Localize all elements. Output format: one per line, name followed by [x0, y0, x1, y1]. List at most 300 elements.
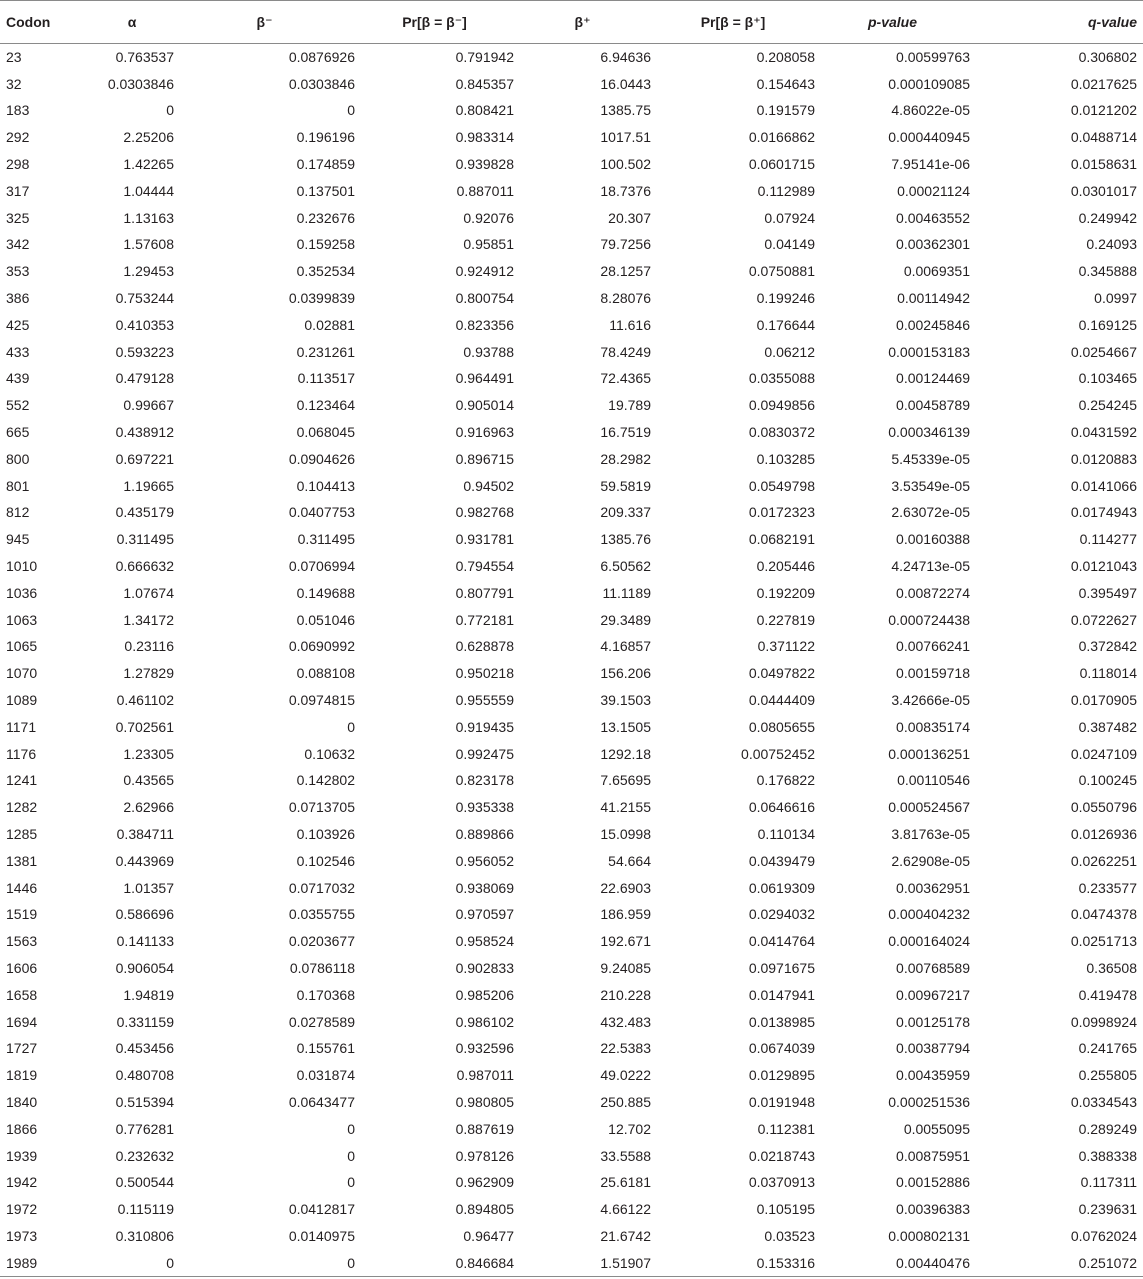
table-row	[0, 1169, 1143, 1196]
cell-pr-beta-minus: 0.887619	[455, 1120, 514, 1137]
table-row	[0, 633, 1143, 660]
header-codon: Codon	[0, 1, 90, 44]
cell-pr-beta-minus: 0.794554	[455, 558, 514, 575]
cell-q-value: 0.0126936	[1070, 826, 1137, 842]
table-row	[0, 687, 1143, 714]
cell-beta-plus: 16.0443	[600, 75, 651, 92]
cell-pr-beta-minus: 0.807791	[455, 584, 514, 601]
cell-beta-minus: 0.232676	[296, 209, 355, 226]
cell-beta-minus: 0.103926	[296, 826, 355, 842]
cell-q-value: 0.0334543	[1070, 1093, 1137, 1110]
table-row	[0, 1142, 1143, 1169]
cell-q-value: 0.0251713	[1070, 933, 1137, 950]
cell-beta-plus: 21.6742	[600, 1227, 651, 1244]
cell-beta-minus: 0.031874	[296, 1067, 355, 1084]
cell-pr-beta-minus: 0.894805	[455, 1201, 514, 1218]
cell-beta-plus: 1.51907	[514, 1249, 651, 1276]
cell-p-value: 0.00110546	[897, 772, 970, 789]
cell-codon: 433	[6, 343, 30, 360]
cell-codon: 1063	[6, 611, 38, 628]
cell-beta-plus: 11.1189	[602, 584, 651, 601]
cell-pr-beta-minus: 0.956052	[455, 852, 514, 869]
table-body	[0, 44, 1143, 1277]
cell-alpha: 0	[90, 1249, 174, 1276]
cell-codon: 386	[6, 290, 30, 307]
cell-beta-plus: 4.66122	[600, 1201, 651, 1218]
cell-pr-beta-minus: 0.628878	[455, 638, 514, 655]
cell-pr-beta-plus: 0.371122	[757, 638, 815, 655]
cell-q-value: 0.0997	[1094, 290, 1137, 307]
cell-beta-minus: 0.0407753	[288, 504, 355, 521]
table-row	[0, 258, 1143, 285]
cell-pr-beta-plus: 0.0166862	[748, 129, 815, 146]
cell-q-value: 0.0550796	[1070, 799, 1137, 816]
cell-beta-plus: 1385.76	[600, 531, 651, 548]
cell-beta-minus: 0.155761	[296, 1040, 355, 1057]
table-row	[0, 606, 1143, 633]
cell-beta-plus: 192.671	[600, 933, 651, 950]
cell-p-value: 0.00967217	[896, 986, 970, 1003]
cell-pr-beta-plus: 0.176822	[756, 772, 815, 789]
table-row	[0, 1249, 1143, 1276]
cell-pr-beta-minus: 0.95851	[463, 236, 514, 253]
cell-beta-minus: 0	[174, 1249, 355, 1276]
table-row	[0, 767, 1143, 794]
table-header-row	[0, 1, 1143, 44]
cell-alpha: 0.906054	[115, 959, 174, 976]
cell-pr-beta-plus: 0.0147941	[748, 986, 815, 1003]
cell-pr-beta-minus: 0.845357	[455, 75, 514, 92]
cell-beta-plus: 39.1503	[600, 692, 651, 709]
cell-alpha: 0.593223	[115, 343, 174, 360]
cell-alpha: 0.453456	[115, 1040, 174, 1057]
cell-beta-plus: 13.1505	[600, 718, 651, 735]
cell-pr-beta-minus: 0.823356	[455, 316, 514, 333]
cell-p-value: 0.00159718	[896, 665, 970, 682]
cell-pr-beta-minus: 0.96477	[463, 1227, 514, 1244]
cell-pr-beta-minus: 0.958524	[455, 933, 514, 950]
cell-beta-minus: 0.0690992	[288, 638, 355, 655]
cell-pr-beta-plus: 0.0414764	[748, 933, 815, 950]
cell-pr-beta-plus: 0.208058	[756, 49, 815, 66]
cell-beta-minus: 0.0786118	[289, 959, 355, 976]
table-row	[0, 847, 1143, 874]
cell-q-value: 0.345888	[1078, 263, 1137, 280]
cell-pr-beta-plus: 0.0805655	[748, 718, 815, 735]
cell-codon: 1866	[6, 1120, 38, 1137]
cell-beta-plus: 20.307	[608, 209, 651, 226]
table-row	[0, 1223, 1143, 1250]
cell-pr-beta-plus: 0.0830372	[748, 424, 815, 441]
cell-codon: 1942	[6, 1174, 38, 1191]
cell-beta-minus: 0.311495	[297, 531, 355, 548]
cell-pr-beta-plus: 0.0619309	[748, 879, 815, 896]
cell-pr-beta-minus: 0.962909	[455, 1174, 514, 1191]
cell-alpha: 1.23305	[123, 745, 174, 762]
cell-pr-beta-plus: 0.191579	[756, 102, 815, 119]
cell-pr-beta-plus: 0.0355088	[748, 370, 815, 387]
cell-beta-plus: 29.3489	[600, 611, 651, 628]
cell-codon: 317	[6, 182, 30, 199]
cell-codon: 32	[6, 75, 22, 92]
cell-pr-beta-minus: 0.935338	[455, 799, 514, 816]
cell-beta-plus: 72.4365	[600, 370, 651, 387]
cell-pr-beta-plus: 0.07924	[764, 209, 815, 226]
cell-codon: 342	[6, 236, 30, 253]
cell-beta-plus: 4.16857	[600, 638, 651, 655]
cell-q-value: 0.239631	[1078, 1201, 1137, 1218]
cell-beta-minus: 0.102546	[296, 852, 355, 869]
cell-beta-minus: 0.104413	[296, 477, 355, 494]
cell-beta-minus: 0	[347, 1147, 355, 1164]
cell-codon: 1606	[6, 959, 38, 976]
cell-alpha: 2.25206	[123, 129, 174, 146]
cell-beta-minus: 0.352534	[296, 263, 355, 280]
cell-beta-minus: 0.142802	[296, 772, 355, 789]
cell-p-value: 0.00435959	[896, 1067, 970, 1084]
cell-pr-beta-minus: 0.955559	[455, 692, 514, 709]
cell-codon: 812	[6, 504, 30, 521]
cell-pr-beta-minus: 0.978126	[455, 1147, 514, 1164]
cell-beta-plus: 41.2155	[600, 799, 651, 816]
cell-p-value: 0.000251536	[888, 1093, 970, 1110]
cell-codon: 1446	[6, 879, 38, 896]
cell-p-value: 0.00872274	[896, 584, 970, 601]
cell-pr-beta-plus: 0.06212	[764, 343, 815, 360]
cell-alpha: 0.435179	[115, 504, 174, 521]
cell-p-value: 0.00768589	[896, 959, 970, 976]
cell-beta-minus: 0.123464	[296, 397, 355, 414]
cell-beta-minus: 0.0355755	[288, 906, 355, 923]
cell-alpha: 0.586696	[115, 906, 174, 923]
cell-alpha: 0.776281	[115, 1120, 174, 1137]
cell-q-value: 0.0262251	[1070, 852, 1137, 869]
cell-q-value: 0.0158631	[1070, 156, 1137, 173]
cell-pr-beta-plus: 0.153316	[651, 1249, 815, 1276]
cell-pr-beta-plus: 0.0682191	[748, 531, 815, 548]
cell-beta-plus: 15.0998	[600, 826, 651, 842]
cell-alpha: 0.763537	[115, 49, 174, 66]
cell-pr-beta-plus: 0.0138985	[748, 1013, 815, 1030]
cell-alpha: 1.27829	[123, 665, 174, 682]
cell-beta-plus: 33.5588	[600, 1147, 651, 1164]
cell-alpha: 0.311495	[116, 531, 174, 548]
cell-q-value: 0.372842	[1078, 638, 1137, 655]
cell-q-value: 0.0120883	[1070, 450, 1137, 467]
cell-alpha: 1.57608	[123, 236, 174, 253]
cell-p-value: 0.000136251	[888, 745, 970, 762]
cell-pr-beta-minus: 0.980805	[455, 1093, 514, 1110]
cell-p-value: 3.81763e-05	[891, 826, 970, 842]
cell-beta-minus: 0.0904626	[288, 450, 355, 467]
cell-alpha: 0.753244	[115, 290, 174, 307]
cell-codon: 801	[6, 477, 30, 494]
cell-q-value: 0.419478	[1078, 986, 1137, 1003]
table-row	[0, 285, 1143, 312]
cell-pr-beta-minus: 0.987011	[456, 1067, 514, 1084]
cell-pr-beta-plus: 0.0370913	[748, 1174, 815, 1191]
table-row	[0, 821, 1143, 848]
cell-p-value: 0.00125178	[896, 1013, 970, 1030]
cell-q-value: 0.0998924	[1070, 1013, 1137, 1030]
cell-p-value: 0.000164024	[888, 933, 970, 950]
table-row	[0, 794, 1143, 821]
cell-p-value: 0.00463552	[896, 209, 970, 226]
header-pr-beta-minus: Pr[β = β⁻]	[355, 1, 514, 44]
cell-p-value: 0.000346139	[888, 424, 970, 441]
cell-alpha: 1.07674	[123, 584, 174, 601]
cell-beta-minus: 0.0412817	[288, 1201, 355, 1218]
cell-codon: 1694	[6, 1013, 38, 1030]
cell-codon: 1285	[6, 826, 38, 842]
cell-pr-beta-plus: 0.105195	[756, 1201, 815, 1218]
table-row	[0, 365, 1143, 392]
cell-pr-beta-plus: 0.0444409	[748, 692, 815, 709]
cell-codon: 1973	[6, 1227, 38, 1244]
cell-p-value: 2.63072e-05	[891, 504, 970, 521]
cell-beta-plus: 1292.18	[600, 745, 651, 762]
cell-alpha: 0.666632	[115, 558, 174, 575]
cell-pr-beta-minus: 0.93788	[463, 343, 514, 360]
cell-codon: 1282	[6, 799, 38, 816]
cell-codon: 353	[6, 263, 30, 280]
cell-alpha: 1.94819	[123, 986, 174, 1003]
cell-beta-plus: 432.483	[600, 1013, 651, 1030]
cell-codon: 292	[6, 129, 30, 146]
cell-p-value: 0.000153183	[888, 343, 970, 360]
cell-p-value: 0.00875951	[896, 1147, 970, 1164]
cell-pr-beta-plus: 0.0191948	[748, 1093, 815, 1110]
cell-alpha: 0.515394	[115, 1093, 174, 1110]
cell-q-value: 0.0301017	[1070, 182, 1137, 199]
table-row	[0, 928, 1143, 955]
cell-q-value: 0.103465	[1078, 370, 1137, 387]
table-row	[0, 740, 1143, 767]
cell-q-value: 0.0431592	[1070, 424, 1137, 441]
cell-pr-beta-plus: 0.112989	[757, 182, 815, 199]
cell-p-value: 0.000440945	[888, 129, 970, 146]
table-row	[0, 713, 1143, 740]
cell-alpha: 0.500544	[115, 1174, 174, 1191]
cell-beta-minus: 0.088108	[296, 665, 355, 682]
cell-beta-minus: 0.02881	[304, 316, 355, 333]
cell-beta-plus: 19.789	[608, 397, 651, 414]
table-row	[0, 97, 1143, 124]
cell-q-value: 0.0217625	[1070, 75, 1137, 92]
cell-p-value: 0.00160388	[896, 531, 970, 548]
cell-q-value: 0.251072	[970, 1249, 1143, 1276]
cell-q-value: 0.0254667	[1070, 343, 1137, 360]
cell-beta-plus: 6.94636	[600, 49, 651, 66]
cell-beta-plus: 78.4249	[600, 343, 651, 360]
cell-p-value: 0.00396383	[896, 1201, 970, 1218]
cell-beta-plus: 25.6181	[600, 1174, 651, 1191]
cell-beta-plus: 49.0222	[600, 1067, 651, 1084]
cell-beta-minus: 0	[347, 102, 355, 119]
cell-beta-plus: 28.2982	[600, 450, 651, 467]
cell-beta-minus: 0.0278589	[288, 1013, 355, 1030]
table-row	[0, 901, 1143, 928]
cell-beta-minus: 0.0876926	[288, 49, 355, 66]
cell-pr-beta-minus: 0.950218	[455, 665, 514, 682]
table-row	[0, 392, 1143, 419]
cell-p-value: 0.00835174	[896, 718, 970, 735]
cell-p-value: 0.0069351	[903, 263, 970, 280]
cell-codon: 800	[6, 450, 30, 467]
cell-beta-plus: 1385.75	[600, 102, 651, 119]
cell-pr-beta-plus: 0.227819	[756, 611, 815, 628]
cell-beta-plus: 18.7376	[600, 182, 651, 199]
cell-codon: 23	[6, 49, 22, 66]
cell-p-value: 4.86022e-05	[891, 102, 970, 119]
cell-pr-beta-plus: 0.199246	[756, 290, 815, 307]
cell-alpha: 0.480708	[115, 1067, 174, 1084]
cell-alpha: 0.141133	[116, 933, 174, 950]
table-row	[0, 1115, 1143, 1142]
table-row	[0, 981, 1143, 1008]
cell-alpha: 1.13163	[123, 209, 174, 226]
cell-pr-beta-minus: 0.916963	[455, 424, 514, 441]
cell-beta-minus: 0.174859	[296, 156, 355, 173]
cell-pr-beta-minus: 0.932596	[455, 1040, 514, 1057]
cell-beta-minus: 0.196196	[296, 129, 355, 146]
cell-codon: 298	[6, 156, 30, 173]
table-row	[0, 553, 1143, 580]
cell-codon: 1840	[6, 1093, 38, 1110]
cell-codon: 1065	[6, 638, 38, 655]
cell-pr-beta-minus: 0.970597	[455, 906, 514, 923]
cell-beta-minus: 0.231261	[296, 343, 355, 360]
cell-codon: 325	[6, 209, 30, 226]
cell-p-value: 0.00362301	[896, 236, 970, 253]
cell-pr-beta-plus: 0.110134	[757, 826, 815, 842]
cell-beta-plus: 7.65695	[600, 772, 651, 789]
cell-pr-beta-minus: 0.808421	[455, 102, 514, 119]
header-p-value: p-value	[815, 1, 970, 44]
cell-pr-beta-plus: 0.205446	[756, 558, 815, 575]
cell-codon: 1089	[6, 692, 38, 709]
cell-beta-plus: 156.206	[600, 665, 651, 682]
cell-beta-minus: 0.0974815	[288, 692, 355, 709]
cell-codon: 1727	[6, 1040, 38, 1057]
cell-beta-minus: 0.0713705	[288, 799, 355, 816]
cell-pr-beta-minus: 0.992475	[455, 745, 514, 762]
cell-alpha: 1.34172	[123, 611, 174, 628]
table-row	[0, 419, 1143, 446]
cell-q-value: 0.114277	[1079, 531, 1137, 548]
cell-pr-beta-plus: 0.0439479	[748, 852, 815, 869]
cell-p-value: 0.000404232	[888, 906, 970, 923]
table-row	[0, 660, 1143, 687]
cell-alpha: 0.23116	[124, 638, 174, 655]
cell-pr-beta-minus: 0.919435	[455, 718, 514, 735]
cell-beta-minus: 0.0706994	[288, 558, 355, 575]
cell-alpha: 0.115119	[117, 1201, 174, 1218]
cell-pr-beta-minus: 0.939828	[455, 156, 514, 173]
cell-beta-plus: 54.664	[608, 852, 651, 869]
cell-q-value: 0.0488714	[1070, 129, 1137, 146]
cell-beta-minus: 0.10632	[304, 745, 355, 762]
cell-pr-beta-minus: 0.924912	[455, 263, 514, 280]
table-row	[0, 874, 1143, 901]
cell-pr-beta-minus: 0.772181	[455, 611, 514, 628]
cell-q-value: 0.241765	[1078, 1040, 1137, 1057]
cell-codon: 1171	[6, 718, 37, 735]
cell-q-value: 0.306802	[1078, 49, 1137, 66]
cell-beta-minus: 0	[347, 718, 355, 735]
cell-codon: 1819	[6, 1067, 38, 1084]
cell-q-value: 0.0141066	[1070, 477, 1137, 494]
table-row	[0, 526, 1143, 553]
cell-beta-minus: 0.159258	[296, 236, 355, 253]
cell-codon: 1989	[0, 1249, 90, 1276]
cell-pr-beta-plus: 0.0750881	[748, 263, 815, 280]
cell-alpha: 0.331159	[116, 1013, 174, 1030]
cell-codon: 1381	[6, 852, 38, 869]
cell-alpha: 0.697221	[115, 450, 174, 467]
cell-beta-plus: 6.50562	[600, 558, 651, 575]
cell-pr-beta-plus: 0.0646616	[748, 799, 815, 816]
table-row	[0, 231, 1143, 258]
cell-pr-beta-minus: 0.983314	[455, 129, 514, 146]
cell-beta-plus: 22.6903	[600, 879, 651, 896]
cell-pr-beta-plus: 0.112381	[757, 1120, 815, 1137]
cell-beta-plus: 9.24085	[600, 959, 651, 976]
cell-q-value: 0.0722627	[1070, 611, 1137, 628]
cell-codon: 1176	[6, 745, 37, 762]
cell-q-value: 0.233577	[1078, 879, 1137, 896]
cell-pr-beta-plus: 0.154643	[756, 75, 815, 92]
cell-beta-plus: 12.702	[608, 1120, 651, 1137]
cell-codon: 552	[6, 397, 30, 414]
cell-pr-beta-plus: 0.0129895	[748, 1067, 815, 1084]
cell-beta-plus: 16.7519	[600, 424, 651, 441]
table-row	[0, 124, 1143, 151]
cell-beta-minus: 0	[347, 1120, 355, 1137]
table-row	[0, 44, 1143, 71]
cell-pr-beta-minus: 0.791942	[455, 49, 514, 66]
cell-pr-beta-minus: 0.896715	[455, 450, 514, 467]
cell-p-value: 0.000724438	[888, 611, 970, 628]
cell-alpha: 0.232632	[115, 1147, 174, 1164]
cell-pr-beta-plus: 0.0549798	[748, 477, 815, 494]
cell-alpha: 0.438912	[115, 424, 174, 441]
cell-pr-beta-minus: 0.800754	[455, 290, 514, 307]
cell-beta-plus: 28.1257	[600, 263, 651, 280]
cell-pr-beta-minus: 0.938069	[455, 879, 514, 896]
cell-beta-minus: 0.0717032	[288, 879, 355, 896]
cell-pr-beta-plus: 0.0949856	[748, 397, 815, 414]
cell-beta-plus: 186.959	[600, 906, 651, 923]
header-pr-beta-plus: Pr[β = β⁺]	[651, 1, 815, 44]
table-row	[0, 1008, 1143, 1035]
cell-q-value: 0.169125	[1078, 316, 1137, 333]
cell-alpha: 1.04444	[123, 182, 174, 199]
cell-codon: 1563	[6, 933, 38, 950]
cell-pr-beta-plus: 0.0601715	[748, 156, 815, 173]
cell-p-value: 0.000802131	[888, 1227, 970, 1244]
cell-codon: 1241	[6, 772, 38, 789]
cell-alpha: 0.443969	[115, 852, 174, 869]
cell-alpha: 2.62966	[123, 799, 174, 816]
cell-pr-beta-plus: 0.176644	[756, 316, 815, 333]
cell-q-value: 0.0762024	[1070, 1227, 1137, 1244]
cell-beta-plus: 210.228	[600, 986, 651, 1003]
cell-pr-beta-minus: 0.902833	[455, 959, 514, 976]
cell-pr-beta-plus: 0.103285	[756, 450, 815, 467]
cell-q-value: 0.388338	[1078, 1147, 1137, 1164]
cell-alpha: 0.310806	[115, 1227, 174, 1244]
